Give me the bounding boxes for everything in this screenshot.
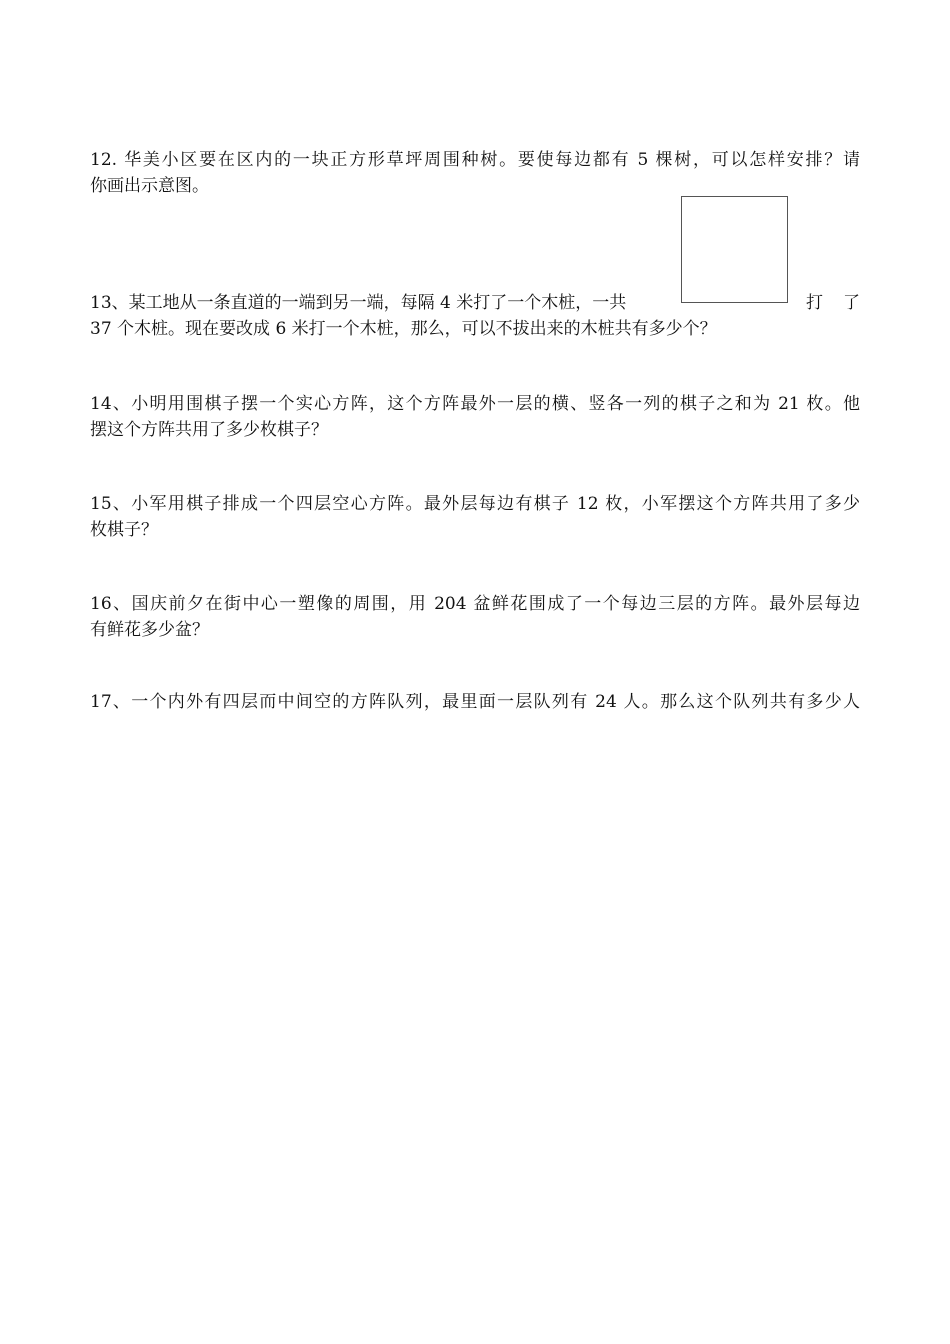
q13-line-1-right — [806, 291, 860, 315]
q17-line-1: 17、一个内外有四层而中间空的方阵队列，最里面一层队列有 24 人。那么这个队列共有多少人 — [90, 692, 860, 712]
q13-line-2: 37 个木桩。现在要改成 6 米打一个木桩，那么，可以不拔出来的木桩共有多少个？ — [90, 319, 717, 339]
q14-line-1: 14、小明用围棋子摆一个实心方阵，这个方阵最外一层的横、竖各一列的棋子之和为 21 枚。他 — [90, 394, 860, 414]
q15-line-2: 枚棋子？ — [90, 520, 158, 540]
q14-line-2: 摆这个方阵共用了多少枚棋子？ — [90, 420, 328, 440]
q16-line-2: 有鲜花多少盆？ — [90, 620, 209, 640]
q13-word-le: 了 — [843, 293, 860, 313]
q16-line-1: 16、国庆前夕在街中心一塑像的周围，用 204 盆鲜花围成了一个每边三层的方阵。最外层每边 — [90, 594, 860, 614]
q13-word-da: 打 — [806, 293, 823, 313]
square-diagram-box — [681, 196, 788, 303]
q13-line-1-left: 13、某工地从一条直道的一端到另一端，每隔 4 米打了一个木桩，一共 — [90, 293, 627, 313]
q12-line-1: 12. 华美小区要在区内的一块正方形草坪周围种树。要使每边都有 5 棵树，可以怎样安排？请 — [90, 150, 860, 170]
q12-line-2: 你画出示意图。 — [90, 176, 209, 196]
q15-line-1: 15、小军用棋子排成一个四层空心方阵。最外层每边有棋子 12 枚，小军摆这个方阵共用了多少 — [90, 494, 860, 514]
